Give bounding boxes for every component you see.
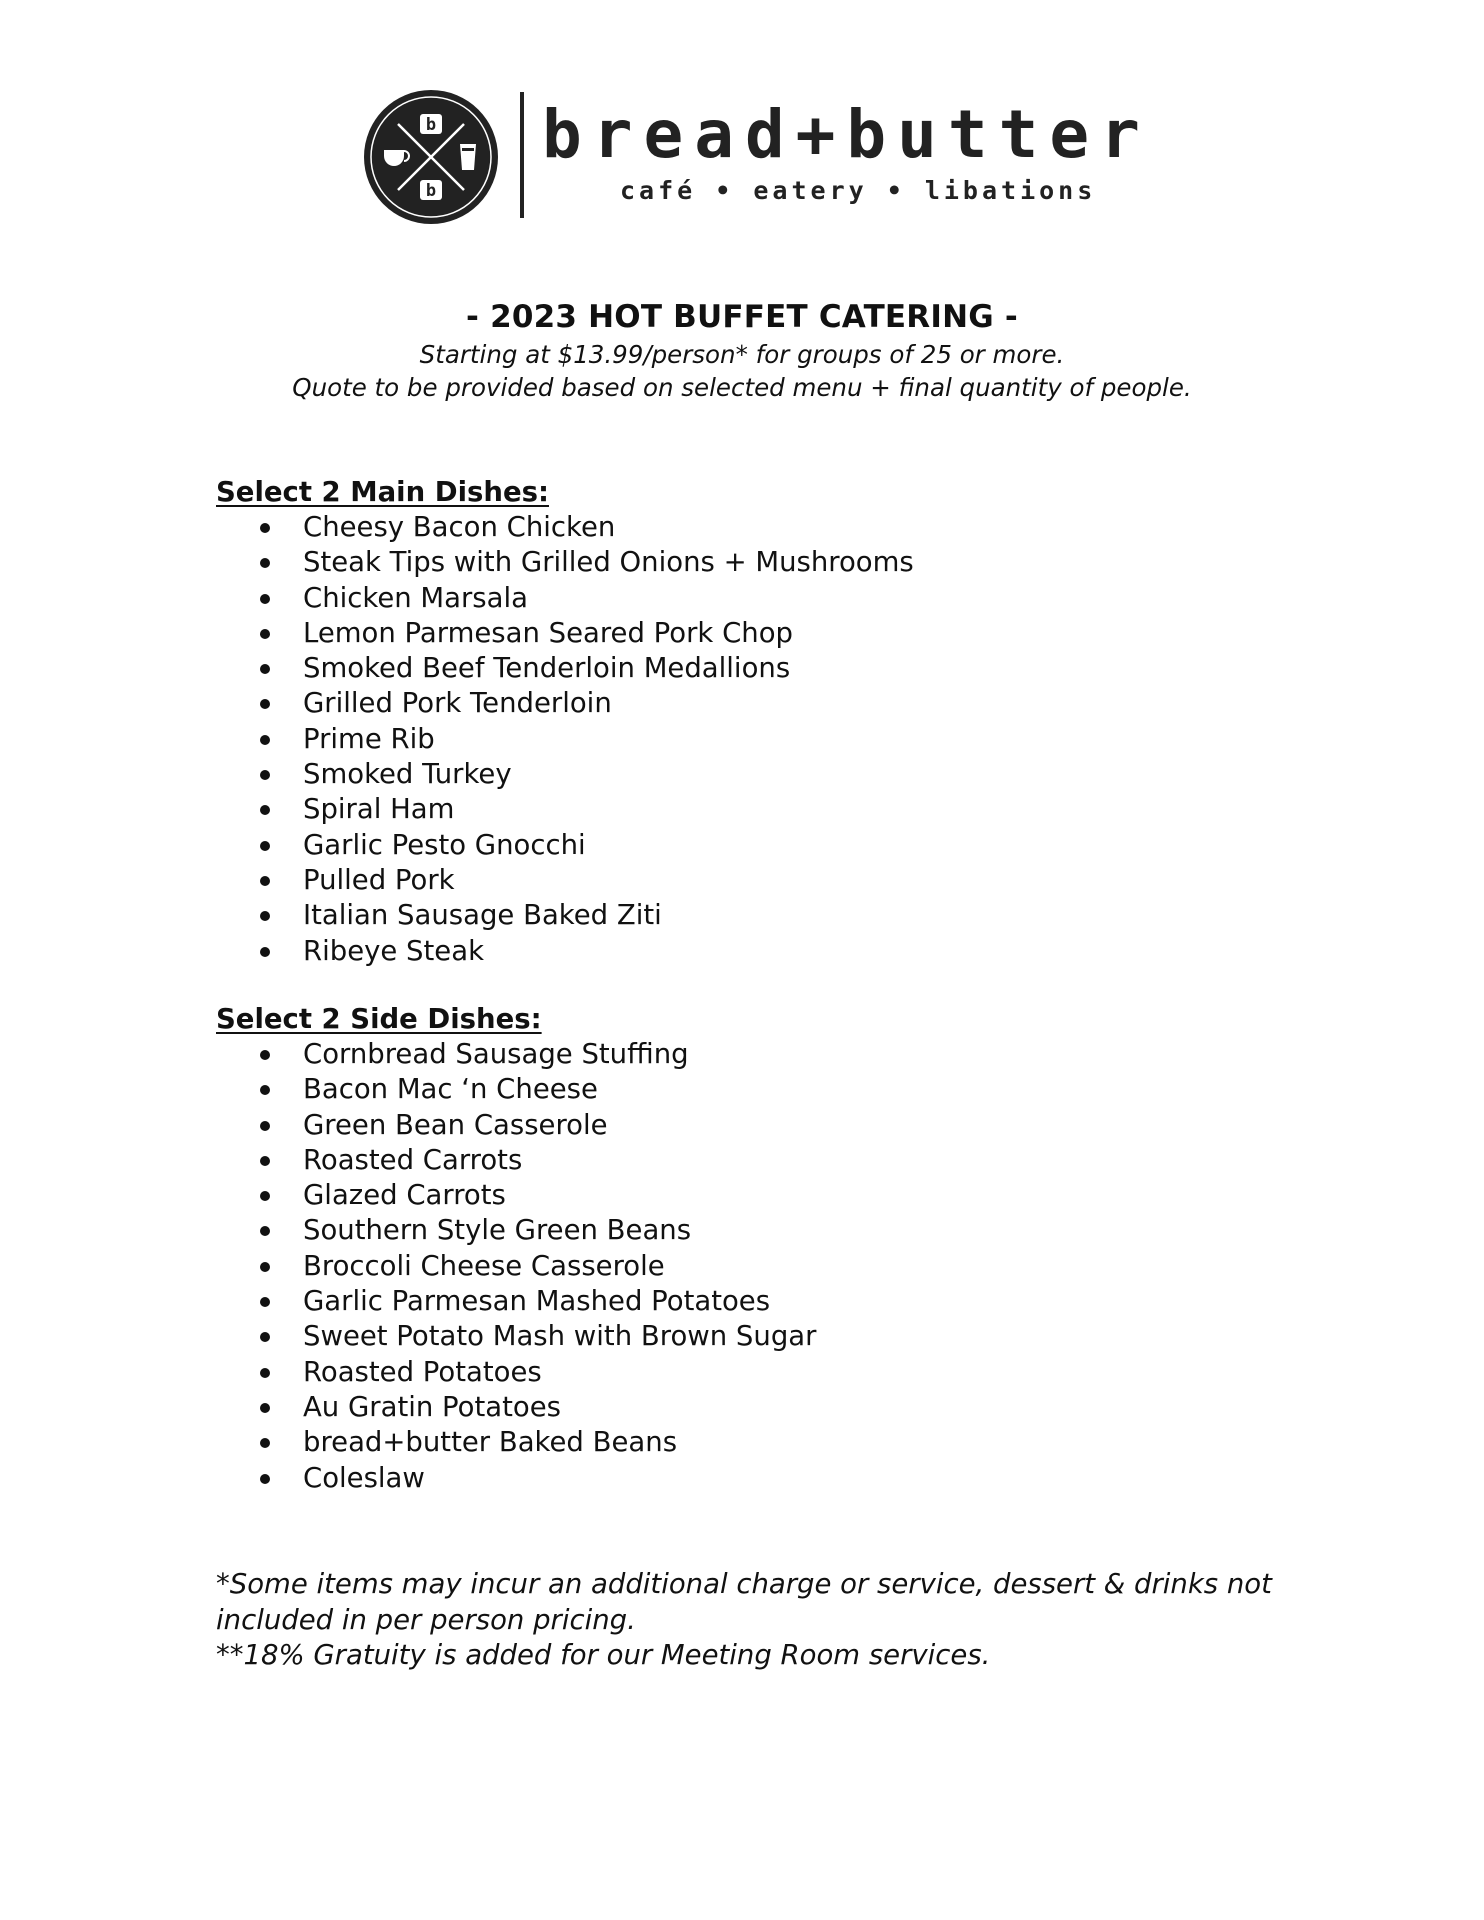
list-item: [216, 934, 1316, 969]
main-dishes-section: [216, 474, 1316, 969]
emblem-letter-top: b: [425, 115, 437, 135]
logo-tagline: café • eatery • libations: [620, 176, 1097, 205]
dish-label: Italian Sausage Baked Ziti: [303, 899, 662, 932]
page-title: - 2023 HOT BUFFET CATERING -: [466, 299, 1018, 335]
dish-label: Pulled Pork: [303, 863, 455, 896]
bullet-icon: [260, 841, 270, 851]
side-dishes-list: [216, 1037, 1316, 1496]
pricing-line: Starting at $13.99/person* for groups of 25 or more.: [419, 340, 1065, 369]
logo-divider: [520, 92, 524, 218]
bullet-icon: [260, 523, 270, 533]
footnotes: [216, 1567, 1356, 1674]
dish-label: Garlic Pesto Gnocchi: [303, 828, 586, 861]
dish-label: Steak Tips with Grilled Onions + Mushrooms: [303, 546, 914, 579]
bullet-icon: [260, 805, 270, 815]
list-item: [216, 1143, 1316, 1178]
dish-label: Cornbread Sausage Stuffing: [303, 1038, 689, 1070]
quote-line: Quote to be provided based on selected menu + final quantity of people.: [292, 373, 1192, 402]
list-item: [216, 792, 1316, 827]
bullet-icon: [260, 1262, 270, 1272]
main-dishes-heading: Select 2 Main Dishes:: [216, 476, 549, 508]
dish-label: Bacon Mac ‘n Cheese: [303, 1073, 598, 1106]
dish-label: Coleslaw: [303, 1461, 425, 1494]
dish-label: Au Gratin Potatoes: [303, 1390, 561, 1423]
dish-label: Cheesy Bacon Chicken: [303, 511, 616, 543]
bullet-icon: [260, 594, 270, 604]
dish-label: Ribeye Steak: [303, 934, 484, 967]
dish-label: Roasted Carrots: [303, 1143, 523, 1176]
bullet-icon: [260, 1191, 270, 1201]
footnote-gratuity: **18% Gratuity is added for our Meeting Room services.: [216, 1639, 991, 1671]
dish-label: Smoked Turkey: [303, 758, 512, 791]
list-item: [216, 722, 1316, 757]
emblem-letter-bottom: b: [425, 181, 437, 201]
dish-label: Garlic Parmesan Mashed Potatoes: [303, 1285, 771, 1318]
logo-emblem-icon: [362, 88, 500, 226]
list-item: [216, 581, 1316, 616]
dish-label: Southern Style Green Beans: [303, 1214, 692, 1247]
bullet-icon: [260, 664, 270, 674]
logo-wordmark: bread+butter: [542, 96, 1151, 173]
bullet-icon: [260, 735, 270, 745]
bullet-icon: [260, 1403, 270, 1413]
list-item: [216, 1390, 1316, 1425]
main-dishes-list: [216, 510, 1316, 969]
dish-label: Broccoli Cheese Casserole: [303, 1249, 665, 1282]
list-item: [216, 1072, 1316, 1107]
bullet-icon: [260, 1297, 270, 1307]
bullet-icon: [260, 1050, 270, 1060]
dish-label: Green Bean Casserole: [303, 1108, 608, 1141]
bullet-icon: [260, 947, 270, 957]
side-dishes-section: [216, 1001, 1316, 1496]
dish-label: Prime Rib: [303, 722, 435, 755]
list-item: [216, 1108, 1316, 1143]
dish-label: bread+butter Baked Beans: [303, 1426, 678, 1459]
bullet-icon: [260, 699, 270, 709]
footnote-pricing: *Some items may incur an additional charge or service, dessert & drinks not included in per person pricing.: [216, 1568, 1272, 1636]
dish-label: Glazed Carrots: [303, 1179, 506, 1212]
list-item: [216, 651, 1316, 686]
list-item: [216, 1037, 1316, 1072]
list-item: [216, 1355, 1316, 1390]
list-item: [216, 1461, 1316, 1496]
list-item: [216, 757, 1316, 792]
side-dishes-heading: Select 2 Side Dishes:: [216, 1003, 542, 1035]
list-item: [216, 898, 1316, 933]
list-item: [216, 545, 1316, 580]
dish-label: Grilled Pork Tenderloin: [303, 687, 612, 720]
bullet-icon: [260, 1085, 270, 1095]
list-item: [216, 1178, 1316, 1213]
brand-logo: [362, 86, 1182, 226]
list-item: [216, 616, 1316, 651]
bullet-icon: [260, 1332, 270, 1342]
list-item: [216, 1425, 1316, 1460]
page-header: [0, 296, 1484, 404]
dish-label: Spiral Ham: [303, 793, 455, 826]
bullet-icon: [260, 1368, 270, 1378]
bullet-icon: [260, 629, 270, 639]
bullet-icon: [260, 1156, 270, 1166]
bullet-icon: [260, 1474, 270, 1484]
dish-label: Chicken Marsala: [303, 581, 528, 614]
list-item: [216, 828, 1316, 863]
bullet-icon: [260, 911, 270, 921]
list-item: [216, 1249, 1316, 1284]
bullet-icon: [260, 1121, 270, 1131]
bullet-icon: [260, 1226, 270, 1236]
list-item: [216, 510, 1316, 545]
list-item: [216, 1319, 1316, 1354]
bullet-icon: [260, 1438, 270, 1448]
bullet-icon: [260, 558, 270, 568]
dish-label: Smoked Beef Tenderloin Medallions: [303, 652, 791, 685]
list-item: [216, 686, 1316, 721]
bullet-icon: [260, 770, 270, 780]
list-item: [216, 1284, 1316, 1319]
dish-label: Roasted Potatoes: [303, 1355, 542, 1388]
bullet-icon: [260, 876, 270, 886]
list-item: [216, 863, 1316, 898]
dish-label: Lemon Parmesan Seared Pork Chop: [303, 616, 793, 649]
dish-label: Sweet Potato Mash with Brown Sugar: [303, 1320, 817, 1353]
list-item: [216, 1213, 1316, 1248]
